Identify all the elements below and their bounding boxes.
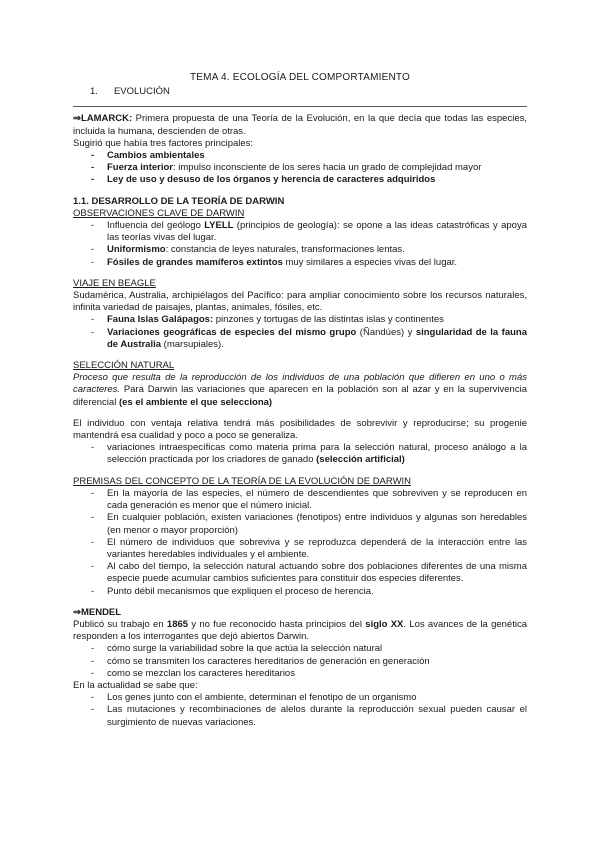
list-item [73,162,527,174]
item-bold: (selección artificial) [316,454,405,466]
factor-label: Fuerza interior [107,162,173,174]
today-intro: En la actualidad se sabe que: [73,679,198,691]
list-item: - El número de individuos que sobreviva y se reproduzca dependerá de la interacción entre las variantes heredables individuales y el ambiente. [73,537,527,561]
list-item [73,314,527,326]
list-item: - Las mutaciones y recombinaciones de alelos durante la reproducción sexual pueden causar el surgimiento de nuevas variaciones. [73,704,527,728]
premises-title: PREMISAS DEL CONCEPTO DE LA TEORÍA DE LA EVOLUCIÓN DE DARWIN [73,475,412,487]
page-title: TEMA 4. ECOLOGÍA DEL COMPORTAMIENTO [189,72,410,83]
list-item [73,327,527,351]
item-bold: Fauna Islas Galápagos: [107,314,214,326]
item-text: Influencia del geólogo [107,220,205,232]
mendel-paragraph [73,619,527,643]
beagle-title: VIAJE EN BEAGLE [73,277,156,289]
observations-list [73,220,527,269]
list-item: - En la mayoría de las especies, el número de descendientes que sobreviven y se reproducen en cada generación es menor que el número inicial. [73,488,527,512]
list-item [73,174,527,186]
beagle-text: Sudamérica, Australia, archipiélagos del Pacífico: para ampliar conocimiento sobre los recursos naturales, infinita variedad de paisajes, plantas, animales, fósiles, etc. [73,290,527,314]
mendel-century: siglo XX [365,618,404,630]
item-bold: LYELL [204,220,234,232]
item-text: (principios de geología): se opone a las ideas catastróficas y apoya las teorías vivas del lugar. [107,220,527,244]
lamarck-text: Primera propuesta de una Teoría de la Evolución, en la que decía que todas las especies, incluida la humana, descienden de otras. [73,113,527,137]
list-item [73,442,527,466]
item-text: : constancia de leyes naturales, transformaciones lentas. [165,244,405,256]
mendel-text: Publicó su trabajo en [73,618,167,630]
list-item [73,257,527,269]
section-heading [90,86,527,98]
lamarck-factors-list [73,150,527,187]
lamarck-intro: Sugirió que había tres factores principales: [73,137,254,149]
list-item [73,220,527,244]
list-item: - Al cabo del tiempo, la selección natural actuando sobre dos poblaciones diferentes de una misma especie puede acumular cambios suficientes para constituir dos especies diferentes. [73,561,527,585]
list-item: - En cualquier población, existen variaciones (fenotipos) entre individuos y algunas son heredables (en menor o mayor proporción) [73,512,527,536]
lamarck-paragraph [73,113,527,137]
mendel-heading [73,607,527,619]
heading-text: 1.1. DESARROLLO DE LA TEORÍA DE DARWIN [73,195,285,207]
list-item: - Los genes junto con el ambiente, determinan el fenotipo de un organismo [73,692,527,704]
selection-bold: (es el ambiente el que selecciona) [118,396,273,408]
item-bold: Variaciones geográficas de especies del mismo grupo [107,326,357,338]
item-text: variaciones intraespecíficas como materia prima para la selección natural, proceso análogo a la selección practicada por los criadores de ganado [107,442,527,466]
selection-list [73,442,527,466]
item-bold: Fósiles de grandes mamíferos extintos [107,256,283,268]
factor-text: : impulso inconsciente de los seres hacia un grado de complejidad mayor [173,162,482,174]
divider [73,106,527,107]
individual-paragraph: El individuo con ventaja relativa tendrá más posibilidades de sobrevivir y reproducirse; su progenie mantendrá esa cualidad y poco a poco se generaliza. [73,417,527,442]
mendel-text: y no fue reconocido hasta principios del [188,618,366,630]
knowledge-list [73,692,527,729]
item-text: muy similares a especies vivas del lugar. [282,256,458,268]
item-text: (Ñandúes) y [356,326,416,338]
item-text: (marsupiales). [161,338,224,350]
item-bold: Uniformismo [107,244,166,256]
observations-title: OBSERVACIONES CLAVE DE DARWIN [73,207,245,219]
beagle-list [73,314,527,351]
item-text: pinzones y tortugas de las distintas islas y continentes [213,314,444,326]
selection-title: SELECCIÓN NATURAL [73,360,175,372]
questions-list [73,643,527,680]
list-item: - Punto débil mecanismos que expliquen el proceso de herencia. [73,586,527,598]
list-item: - cómo se transmiten los caracteres hereditarios de generación en generación [73,656,527,668]
list-item [73,150,527,162]
selection-paragraph [73,372,527,409]
mendel-year: 1865 [166,618,189,630]
lamarck-heading: ⇒LAMARCK: [73,113,133,125]
premises-list [73,488,527,598]
list-item: - cómo surge la variabilidad sobre la que actúa la selección natural [73,643,527,655]
heading-text: ⇒MENDEL [73,606,122,618]
item-bold: singularidad de la fauna de Australia [107,326,527,350]
mendel-text: . Los avances de la genética responden a los interrogantes que dejó abiertos Darwin. [73,618,527,643]
selection-text: Para Darwin las variaciones que aparecen en la población son al azar y en la supervivencia diferencial [73,384,527,408]
section-label: EVOLUCIÓN [113,86,170,98]
factor-label: Ley de uso y desuso de los órganos y herencia de caracteres adquiridos [107,174,436,186]
list-item: - como se mezclan los caracteres hereditarios [73,668,527,680]
list-item [73,244,527,256]
selection-definition: Proceso que resulta de la reproducción de los individuos de una población que difieren en uno o más caracteres. [73,372,527,396]
section-number: 1. [90,86,98,98]
darwin-heading [73,196,527,208]
factor-label: Cambios ambientales [107,150,205,162]
